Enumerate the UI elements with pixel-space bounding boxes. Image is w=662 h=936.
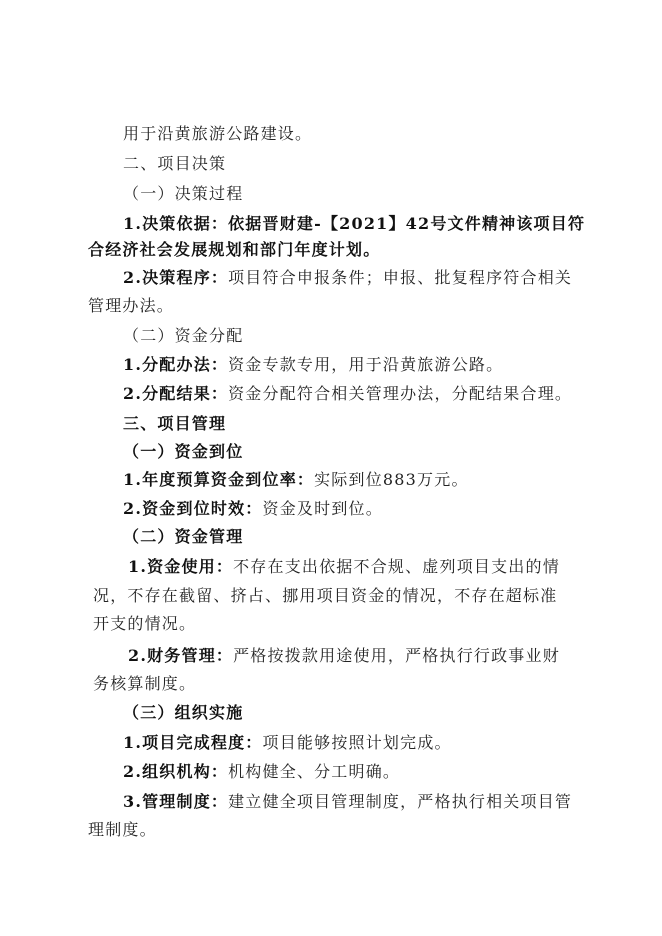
decision-procedure-label: 2.决策程序： bbox=[123, 268, 229, 287]
budget-rate-text: 实际到位883万元。 bbox=[314, 470, 469, 489]
completion-line bbox=[123, 733, 452, 753]
paragraph-continuation: 用于沿黄旅游公路建设。 bbox=[123, 124, 313, 143]
section-heading-management: 三、项目管理 bbox=[123, 414, 227, 433]
completion-text: 项目能够按照计划完成。 bbox=[262, 733, 452, 752]
allocation-method-label: 1.分配办法： bbox=[123, 355, 229, 374]
fund-usage-text-continued-1: 况，不存在截留、挤占、挪用项目资金的情况，不存在超标准 bbox=[93, 586, 558, 605]
section-heading-decision: 二、项目决策 bbox=[123, 154, 227, 173]
allocation-result-label: 2.分配结果： bbox=[123, 384, 229, 403]
fund-usage-text: 不存在支出依据不合规、虚列项目支出的情 bbox=[233, 557, 560, 576]
management-system-text: 建立健全项目管理制度，严格执行相关项目管 bbox=[228, 792, 573, 811]
organization-text: 机构健全、分工明确。 bbox=[228, 762, 401, 781]
financial-management-text-continued: 务核算制度。 bbox=[93, 674, 197, 693]
decision-basis-text: 依据晋财建-【2021】42号文件精神该项目符 bbox=[228, 214, 586, 233]
decision-procedure-line bbox=[123, 268, 572, 288]
organization-label: 2.组织机构： bbox=[123, 762, 229, 781]
decision-procedure-text-continued: 管理办法。 bbox=[88, 296, 175, 315]
decision-procedure-text: 项目符合申报条件；申报、批复程序符合相关 bbox=[228, 268, 573, 287]
fund-usage-line bbox=[128, 557, 560, 577]
arrival-timeliness-label: 2.资金到位时效： bbox=[123, 499, 263, 518]
management-system-line bbox=[123, 792, 572, 812]
management-system-label: 3.管理制度： bbox=[123, 792, 229, 811]
management-system-text-continued: 理制度。 bbox=[88, 820, 157, 839]
subheading-decision-process: （一）决策过程 bbox=[123, 184, 244, 203]
financial-management-text: 严格按拨款用途使用，严格执行行政事业财 bbox=[233, 646, 560, 665]
budget-rate-line bbox=[123, 470, 469, 490]
subheading-funds-management: （二）资金管理 bbox=[123, 527, 244, 546]
subheading-funds-arrival: （一）资金到位 bbox=[123, 442, 244, 461]
subheading-implementation: （三）组织实施 bbox=[123, 703, 244, 722]
organization-line bbox=[123, 762, 400, 782]
decision-basis-line bbox=[123, 214, 585, 234]
arrival-timeliness-text: 资金及时到位。 bbox=[262, 499, 383, 518]
allocation-method-text: 资金专款专用，用于沿黄旅游公路。 bbox=[228, 355, 504, 374]
fund-usage-text-continued-2: 开支的情况。 bbox=[93, 614, 197, 633]
fund-usage-label: 1.资金使用： bbox=[128, 557, 234, 576]
subheading-fund-allocation: （二）资金分配 bbox=[123, 326, 244, 345]
completion-label: 1.项目完成程度： bbox=[123, 733, 263, 752]
financial-management-line bbox=[128, 646, 560, 666]
decision-basis-text-continued: 合经济社会发展规划和部门年度计划。 bbox=[88, 240, 381, 259]
arrival-timeliness-line bbox=[123, 499, 383, 519]
allocation-result-text: 资金分配符合相关管理办法，分配结果合理。 bbox=[228, 384, 573, 403]
budget-rate-label: 1.年度预算资金到位率： bbox=[123, 470, 315, 489]
decision-basis-label: 1.决策依据： bbox=[123, 214, 229, 233]
allocation-result-line bbox=[123, 384, 572, 404]
allocation-method-line bbox=[123, 355, 503, 375]
financial-management-label: 2.财务管理： bbox=[128, 646, 234, 665]
